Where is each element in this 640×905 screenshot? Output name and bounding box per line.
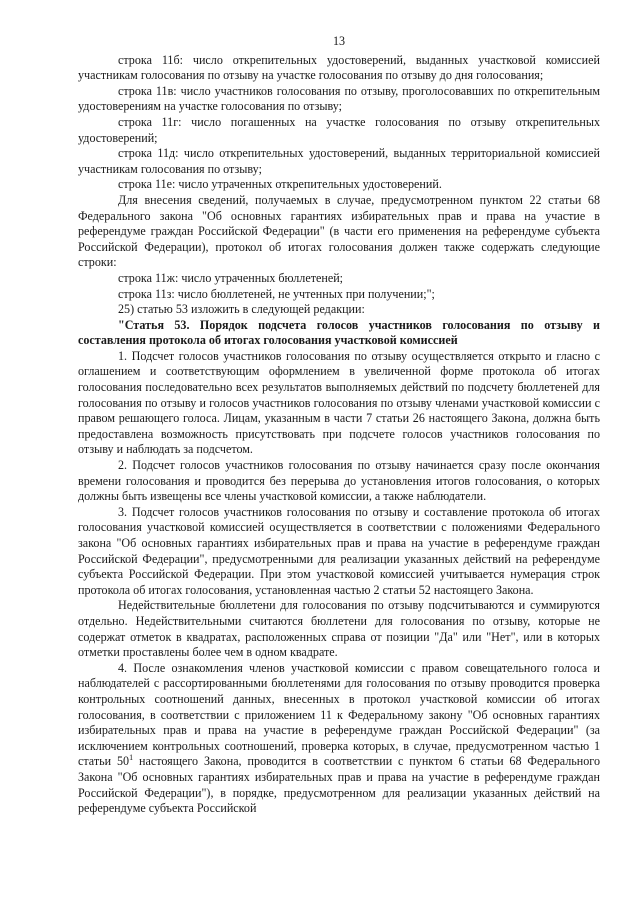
paragraph-line-11zh: строка 11ж: число утраченных бюллетеней; [118,270,344,285]
article-53-part-4 [78,661,600,817]
paragraph-line-11g: строка 11г: число погашенных на участке голосования по отзыву открепительных удостоверений; [78,114,600,145]
paragraph-additional-lines: Для внесения сведений, получаемых в случае, предусмотренном пунктом 22 статьи 68 Федерального закона "Об основных гарантиях избирательных прав и права на участие в референдуме граждан Российской Федерации" (в части его применения на референдуме субъекта Российской Федерации), протокол об итогах голосования должен также содержать следующие строки: [78,192,600,270]
paragraph-line-11b: строка 11б: число открепительных удостоверений, выданных участковой комиссией участникам голосования по отзыву на участке голосования по отзыву до дня голосования; [78,52,600,83]
paragraph-line-11d: строка 11д: число открепительных удостоверений, выданных территориальной комиссией участникам голосования по отзыву; [78,146,600,176]
article-53-part-1: 1. Подсчет голосов участников голосования по отзыву осуществляется открыто и гласно с оглашением и соответствующим оформлением в увеличенной форме протокола об итогах голосования последовательно всех результатов выполняемых действий по подсчету бюллетеней для голосования по отзыву и голосов участников голосования по отзыву членами участковой комиссии с правом решающего голоса. Лицам, указанным в части 7 статьи 26 настоящего Закона, должна быть предоставлена возможность присутствовать при подсчете голосов участников голосования по отзыву и наблюдать за подсчетом. [78,348,600,457]
paragraph-line-11v: строка 11в: число участников голосования по отзыву, проголосовавших по открепительным удостоверениям на участке голосования по отзыву; [78,83,600,114]
article-53-part-4-text-b: настоящего Закона, проводится в соответствии с пунктом 6 статьи 68 Федерального Закона "Об основных гарантиях избирательных прав и права на участие в референдуме граждан Российской Федерации"), в порядке, предусмотренном для реализации указанных действий на референдуме субъекта Российской [78,754,600,816]
article-53-part-4-text-a: 4. После ознакомления членов участковой комиссии с правом совещательного голоса и наблюдателей с рассортированными бюллетенями для голосования по отзыву проводится проверка контрольных соотношений данных, внесенных в протокол участковой комиссии об итогах голосования, в соответствии с приложением 11 к Федеральному закону "Об основных гарантиях избирательных прав и права на участие в референдуме граждан Российской Федерации" (за исключением контрольных соотношений, проверка которых, в случае, предусмотренном частью 1 статьи 50 [78,660,600,769]
article-53-part-3: 3. Подсчет голосов участников голосования по отзыву и составление протокола об итогах голосования участковой комиссией осуществляется в соответствии с положениями Федерального закона "Об основных гарантиях избирательных прав и права на участие в референдуме граждан Российской Федерации", предусмотренными для реализации указанных действий на референдуме субъекта Российской Федерации. При этом участковой комиссией учитывается нумерация строк протокола об итогах голосования, установленная частью 2 статьи 52 настоящего Закона. [78,504,600,597]
article-reference-superscript: 1 [129,753,134,763]
document-page [78,34,600,817]
article-53-part-2: 2. Подсчет голосов участников голосования по отзыву начинается сразу после окончания времени голосования и проводится без перерыва до установления итогов голосования, о которых должны быть извещены все члены участковой комиссии, а также наблюдатели. [78,458,600,504]
article-53-heading: "Статья 53. Порядок подсчета голосов участников голосования по отзыву и составления протокола об итогах голосования участковой комиссией [78,317,600,348]
article-53-invalid-ballots: Недействительные бюллетени для голосования по отзыву подсчитываются и суммируются отдельно. Недействительными считаются бюллетени для голосования по отзыву, которые не содержат отметок в квадратах, расположенных справа от позиции "Да" или "Нет", или в которых отметки проставлены более чем в одном квадрате. [78,598,600,660]
paragraph-line-11e: строка 11е: число утраченных открепительных удостоверений. [118,177,442,192]
paragraph-item-25: 25) статью 53 изложить в следующей редакции: [118,302,365,317]
page-number: 13 [332,34,346,48]
paragraph-line-11z: строка 11з: число бюллетеней, не учтенных при получении;"; [118,286,435,301]
